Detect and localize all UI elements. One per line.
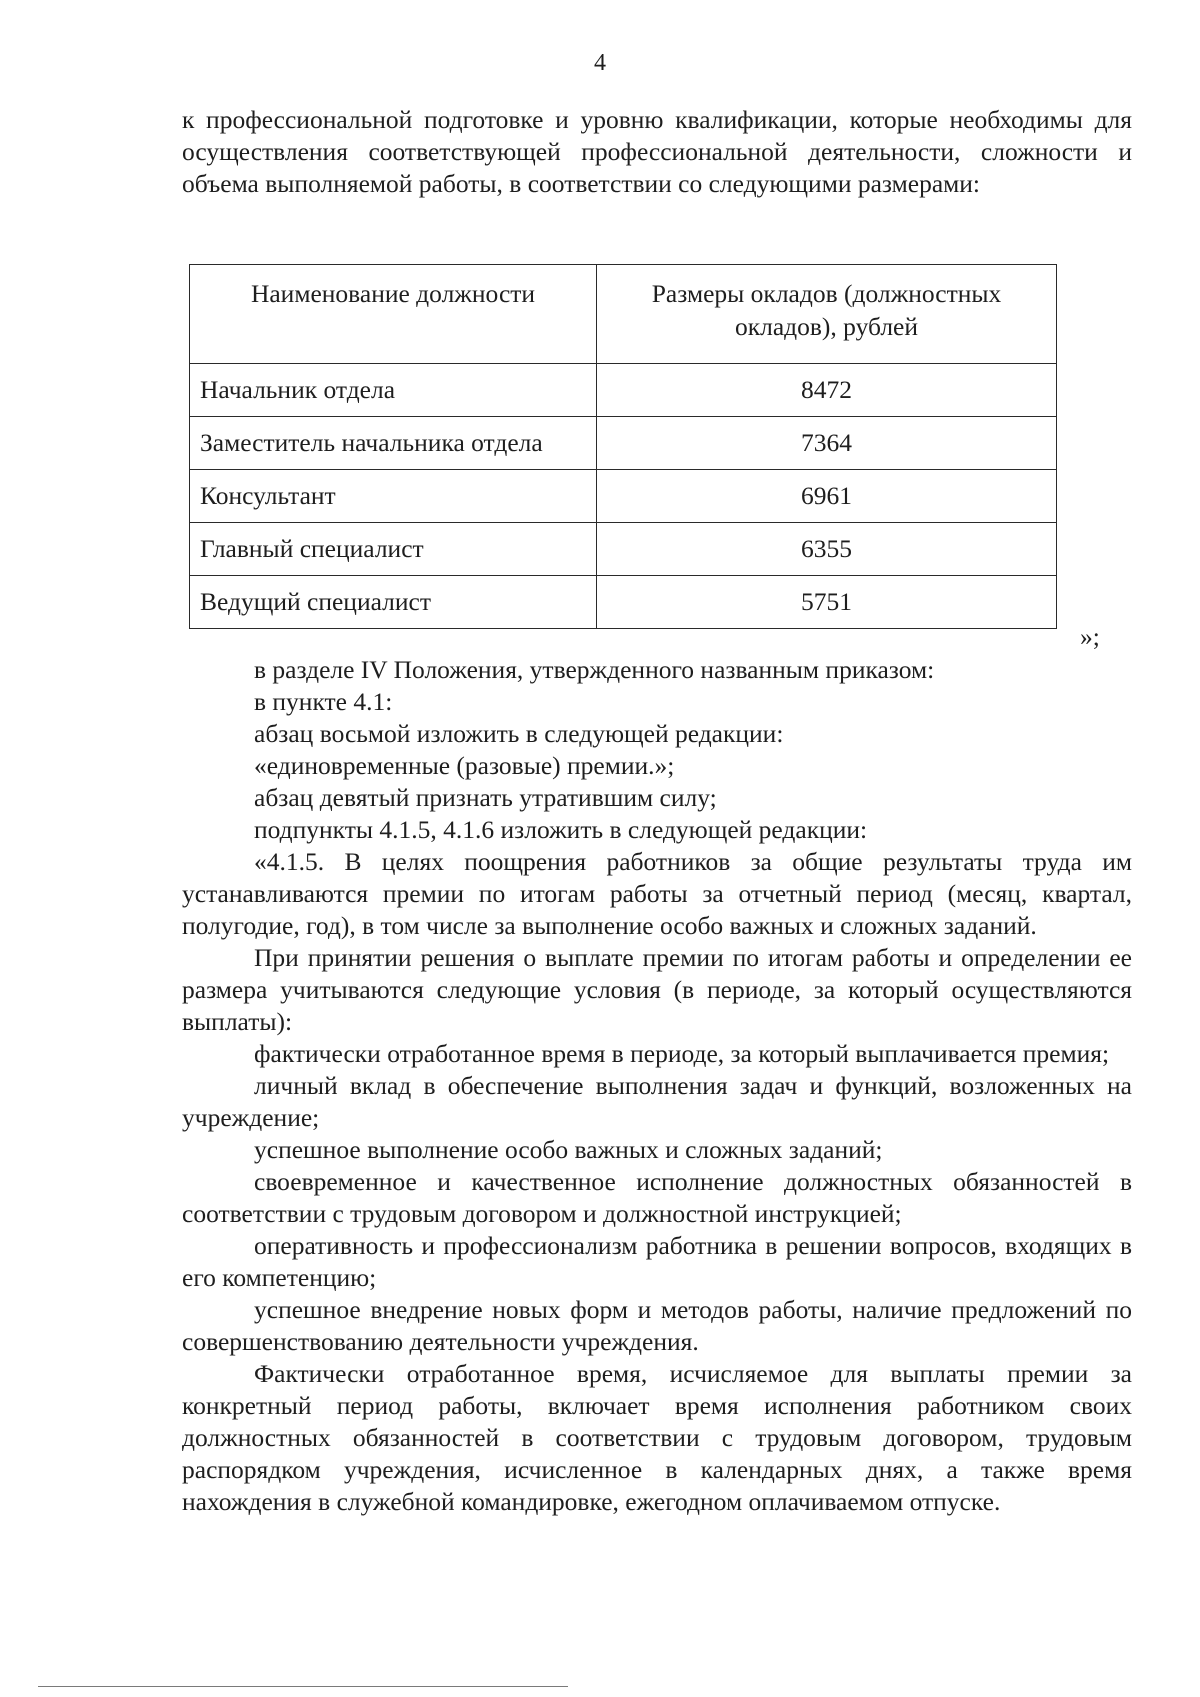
row-position: Консультант — [190, 470, 597, 523]
amendments-block — [182, 654, 1132, 1518]
paragraph-subitems: подпункты 4.1.5, 4.1.6 изложить в следующей редакции: — [254, 815, 868, 844]
salary-table — [189, 264, 1057, 629]
paragraph-duties: своевременное и качественное исполнение должностных обязанностей в соответствии с трудовым договором и должностной инструкцией; — [182, 1167, 1132, 1228]
paragraph-section-iv: в разделе IV Положения, утвержденного названным приказом: — [254, 655, 935, 684]
row-salary: 6961 — [597, 470, 1057, 523]
row-salary: 7364 — [597, 417, 1057, 470]
table-row — [190, 576, 1057, 629]
table-row — [190, 470, 1057, 523]
row-position: Главный специалист — [190, 523, 597, 576]
row-salary: 8472 — [597, 364, 1057, 417]
paragraph-item-4-1: в пункте 4.1: — [254, 687, 393, 716]
paragraph-one-time-bonuses: «единовременные (разовые) премии.»; — [254, 751, 675, 780]
table-row — [190, 523, 1057, 576]
paragraph-efficiency: оперативность и профессионализм работника в решении вопросов, входящих в его компетенцию; — [182, 1231, 1132, 1292]
paragraph-important-tasks: успешное выполнение особо важных и сложных заданий; — [254, 1135, 883, 1164]
row-salary: 6355 — [597, 523, 1057, 576]
table-row — [190, 364, 1057, 417]
paragraph-ninth-abzac: абзац девятый признать утратившим силу; — [254, 783, 717, 812]
paragraph-personal-contribution: личный вклад в обеспечение выполнения задач и функций, возложенных на учреждение; — [182, 1071, 1132, 1132]
paragraph-4-1-5: «4.1.5. В целях поощрения работников за общие результаты труда им устанавливаются премии по итогам работы за отчетный период (месяц, квартал, полугодие, год), в том числе за выполнение особо важных и сложных заданий. — [182, 847, 1132, 940]
header-position-name: Наименование должности — [190, 265, 597, 364]
row-salary: 5751 — [597, 576, 1057, 629]
row-position: Начальник отдела — [190, 364, 597, 417]
paragraph-worked-time: фактически отработанное время в периоде, за который выплачивается премия; — [254, 1039, 1110, 1068]
closing-quote: »; — [1080, 622, 1100, 651]
paragraph-decision-conditions: При принятии решения о выплате премии по итогам работы и определении ее размера учитываются следующие условия (в периоде, за который осуществляются выплаты): — [182, 943, 1132, 1036]
table-row — [190, 417, 1057, 470]
page-number: 4 — [594, 50, 606, 76]
table-header-row — [190, 265, 1057, 364]
footer-rule — [38, 1686, 568, 1687]
paragraph-new-methods: успешное внедрение новых форм и методов работы, наличие предложений по совершенствованию деятельности учреждения. — [182, 1295, 1132, 1356]
header-salary-size: Размеры окладов (должностных окладов), рублей — [597, 265, 1057, 364]
row-position: Заместитель начальника отдела — [190, 417, 597, 470]
intro-block — [182, 104, 1132, 200]
paragraph-eighth-abzac: абзац восьмой изложить в следующей редакции: — [254, 719, 784, 748]
paragraph-actual-time: Фактически отработанное время, исчисляемое для выплаты премии за конкретный период работы, включает время исполнения работником своих должностных обязанностей в соответствии с трудовым договором, трудовым распорядком учреждения, исчисленное в календарных днях, а также время нахождения в служебной командировке, ежегодном оплачиваемом отпуске. — [182, 1359, 1132, 1516]
row-position: Ведущий специалист — [190, 576, 597, 629]
intro-paragraph: к профессиональной подготовке и уровню квалификации, которые необходимы для осуществления соответствующей профессиональной деятельности, сложности и объема выполняемой работы, в соответствии со следующими размерами: — [182, 105, 1132, 198]
